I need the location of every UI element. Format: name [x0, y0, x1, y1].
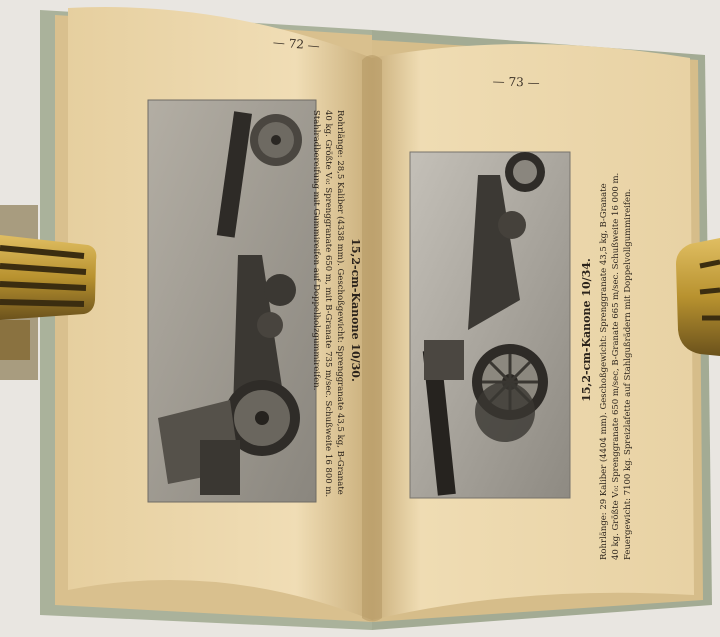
right-caption-line2: 40 kg. Größte V₀: Sprenggranate 650 m/sec, B-Granate 665 m/sec. Schußweite 16 000 m. [611, 172, 621, 560]
spine-shadow [362, 55, 382, 622]
left-caption-title: 15,2-cm-Kanone 10/30. [349, 238, 362, 382]
right-caption-line1: Rohrlänge: 29 Kaliber (4404 mm). Geschoßgewicht: Sprenggranate 43,5 kg, B-Granate [599, 183, 609, 560]
right-caption-line3: Feuergewicht: 7100 kg. Spreizlafette auf Stahlgußrädern mit Doppelvollgummireifen. [623, 188, 633, 560]
left-caption-line2: 40 kg. Größte V₀: Sprenggranate 650 m, mit B-Granate 735 m/sec. Schußweite 16 800 m. [323, 110, 333, 498]
left-caption-line1: Rohrlänge: 28,5 Kaliber (4338 mm). Geschoßgewicht: Sprenggranate 43,5 kg, B-Granate [335, 110, 345, 495]
right-caption-title: 15,2-cm-Kanone 10/34. [580, 258, 593, 402]
right-page-photo [410, 152, 570, 498]
left-page-number: — 72 — [272, 34, 321, 54]
left-page-photo [148, 100, 316, 502]
right-page-number: — 73 — [492, 74, 540, 90]
right-brass-page-clip [676, 238, 720, 356]
left-caption-line3: Stahlradbereifung mit Gummireifen auf Doppelholzgummireifen. [311, 110, 321, 391]
